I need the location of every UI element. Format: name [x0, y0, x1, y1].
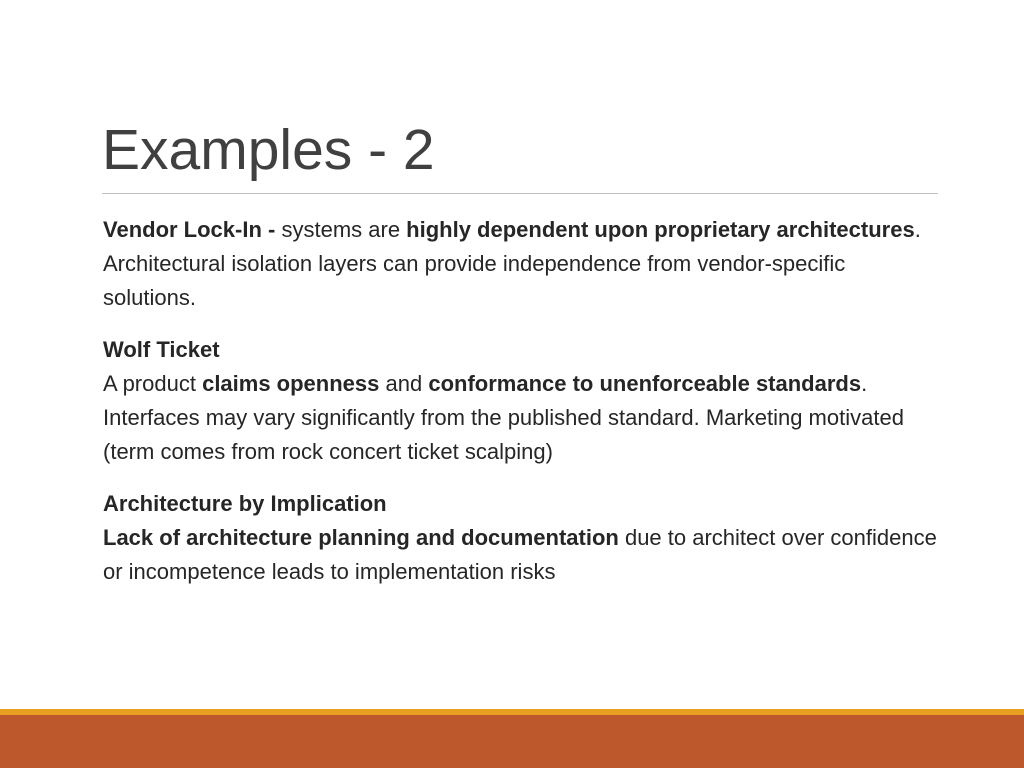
- item-heading: Vendor Lock-In -: [103, 217, 276, 242]
- item-emphasis: claims openness: [202, 371, 380, 396]
- item-wolf-ticket: [103, 333, 939, 469]
- item-text: . Interfaces may vary significantly from the published standard. Marketing motivated (term comes from rock concert ticket scalping): [103, 371, 904, 464]
- item-text: A product: [103, 371, 203, 396]
- item-architecture-by-implication: [103, 487, 939, 589]
- item-heading: Architecture by Implication: [103, 491, 387, 516]
- item-text: . Architectural isolation layers can provide independence from vendor-specific solutions.: [103, 217, 921, 310]
- item-emphasis: conformance to unenforceable standards: [428, 371, 862, 396]
- item-text: and: [379, 371, 429, 396]
- item-text: systems are: [275, 217, 407, 242]
- title-divider: [102, 193, 938, 194]
- slide-title: Examples - 2: [102, 118, 435, 182]
- item-emphasis: Lack of architecture planning and documentation: [103, 525, 619, 550]
- item-text: due to architect over confidence or incompetence leads to implementation risks: [103, 525, 937, 584]
- slide-body: [103, 213, 939, 607]
- footer-color-band: [0, 715, 1024, 768]
- item-heading: Wolf Ticket: [103, 337, 220, 362]
- item-vendor-lock-in: [103, 213, 939, 315]
- item-emphasis: highly dependent upon proprietary architectures: [406, 217, 915, 242]
